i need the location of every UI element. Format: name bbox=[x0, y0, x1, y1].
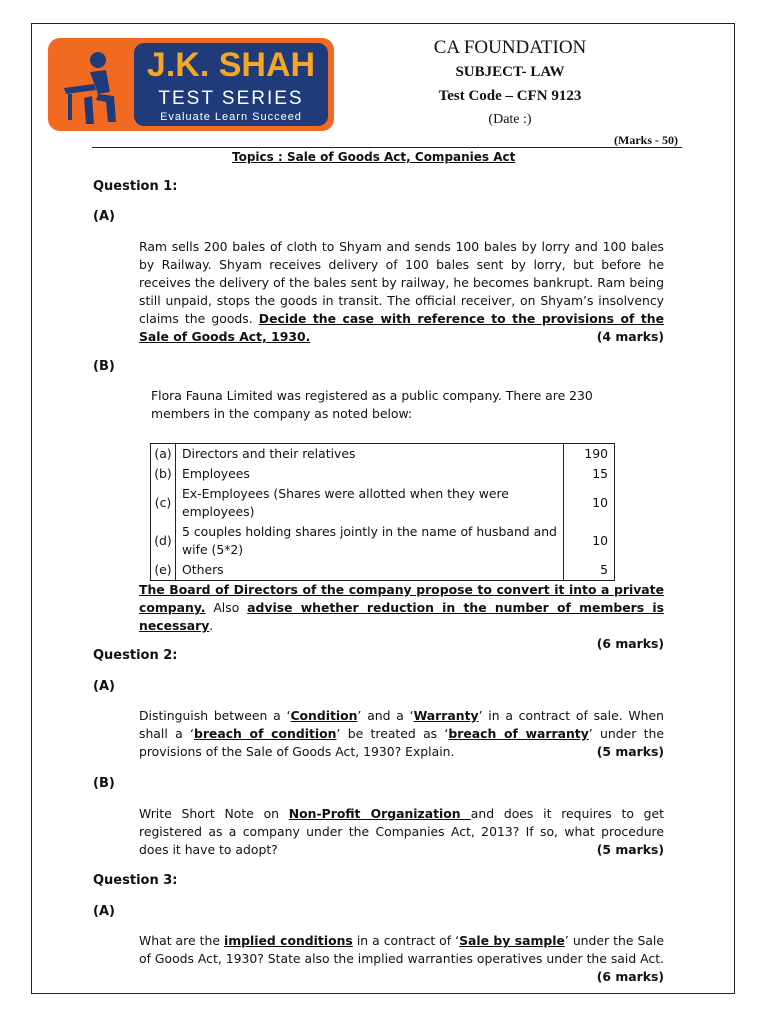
q3-a-sale-by-sample: Sale by sample bbox=[459, 933, 565, 948]
table-row bbox=[151, 522, 615, 560]
row-count: 190 bbox=[564, 444, 615, 465]
q2-a-breach-warranty: breach of warranty bbox=[448, 726, 589, 741]
question-2-label: Question 2: bbox=[93, 648, 178, 663]
q2-a-condition: Condition bbox=[290, 708, 358, 723]
row-letter: (b) bbox=[151, 464, 176, 484]
q1-a-instruction: Decide the case with reference to the provisions of the Sale of Goods Act, 1930. bbox=[139, 311, 664, 344]
q1-b-marks: (6 marks) bbox=[596, 636, 664, 651]
row-letter: (d) bbox=[151, 522, 176, 560]
row-count: 15 bbox=[564, 464, 615, 484]
subject-line: SUBJECT- LAW bbox=[455, 64, 565, 80]
table-row bbox=[151, 444, 615, 465]
q2-part-a-text bbox=[139, 707, 664, 761]
q3-a-marks: (6 marks) bbox=[596, 969, 664, 984]
row-description: Others bbox=[176, 560, 564, 581]
q2-b-seg1: Write Short Note on bbox=[139, 806, 289, 821]
q3-part-a-text bbox=[139, 932, 664, 986]
row-description: Directors and their relatives bbox=[176, 444, 564, 465]
q1-part-a-label: (A) bbox=[93, 209, 115, 224]
q1-a-marks: (4 marks) bbox=[596, 329, 664, 344]
table-row bbox=[151, 464, 615, 484]
table-row bbox=[151, 484, 615, 522]
q1-b-intro: Flora Fauna Limited was registered as a public company. There are 230 members in the company as noted below: bbox=[151, 388, 593, 421]
q2-a-seg9: ’ under the provisions of the Sale of Goods Act, 1930? Explain. bbox=[139, 726, 664, 759]
row-letter: (c) bbox=[151, 484, 176, 522]
test-code: Test Code – CFN 9123 bbox=[438, 88, 582, 104]
row-description: Employees bbox=[176, 464, 564, 484]
q1-part-a-text bbox=[139, 238, 664, 346]
row-count: 5 bbox=[564, 560, 615, 581]
exam-title: CA FOUNDATION bbox=[433, 37, 587, 58]
q2-a-marks: (5 marks) bbox=[596, 744, 664, 759]
row-letter: (a) bbox=[151, 444, 176, 465]
q2-a-seg7: ’ be treated as ‘ bbox=[336, 726, 449, 741]
topics-line: Topics : Sale of Goods Act, Companies Act bbox=[232, 150, 516, 164]
row-description: Ex-Employees (Shares were allotted when they were employees) bbox=[176, 484, 564, 522]
logo-title: J.K. SHAH bbox=[146, 46, 316, 84]
row-description: 5 couples holding shares jointly in the name of husband and wife (5*2) bbox=[176, 522, 564, 560]
q2-part-a-label: (A) bbox=[93, 679, 115, 694]
q2-b-marks: (5 marks) bbox=[596, 842, 664, 857]
q3-a-seg5: ’ under the Sale of Goods Act, 1930? State also the implied warranties operatives under the said Act. bbox=[139, 933, 664, 966]
q3-part-a-label: (A) bbox=[93, 904, 115, 919]
row-letter: (e) bbox=[151, 560, 176, 581]
jk-shah-logo bbox=[48, 38, 334, 131]
row-count: 10 bbox=[564, 484, 615, 522]
question-3-label: Question 3: bbox=[93, 873, 178, 888]
q2-a-breach-condition: breach of condition bbox=[193, 726, 337, 741]
q2-part-b-text bbox=[139, 805, 664, 859]
date-line: (Date :) bbox=[488, 112, 532, 127]
q3-a-seg1: What are the bbox=[139, 933, 224, 948]
q1-a-body: Ram sells 200 bales of cloth to Shyam and sends 100 bales by lorry and 100 bales by Railway. Shyam receives delivery of 100 bales sent by lorry, but before he receives the delivery of the bales sent by railway, he becomes bankrupt. Ram being still unpaid, stops the goods in transit. The official receiver, on Shyam’s insolvency claims the goods. bbox=[139, 239, 664, 326]
q1-part-b-label: (B) bbox=[93, 359, 115, 374]
logo-subtitle: TEST SERIES bbox=[158, 88, 304, 109]
table-row bbox=[151, 560, 615, 581]
q2-b-seg3: and does it requires to get registered as a company under the Companies Act, 2013? If so, what procedure does it have to adopt? bbox=[139, 806, 665, 857]
q2-a-seg1: Distinguish between a ‘ bbox=[139, 708, 291, 723]
row-count: 10 bbox=[564, 522, 615, 560]
members-table bbox=[150, 443, 615, 581]
q1-b-advise: advise whether reduction in the number of members is necessary bbox=[139, 600, 664, 633]
q2-b-npo: Non-Profit Organization bbox=[288, 806, 471, 821]
q2-part-b-label: (B) bbox=[93, 776, 115, 791]
student-at-desk-icon bbox=[54, 44, 134, 126]
question-1-label: Question 1: bbox=[93, 179, 178, 194]
q1-b-period: . bbox=[209, 618, 214, 633]
q2-a-warranty: Warranty bbox=[413, 708, 479, 723]
q2-a-seg5: ’ in a contract of sale. When shall a ‘ bbox=[139, 708, 664, 741]
q1-b-also: Also bbox=[205, 600, 248, 615]
q1-b-proposal: The Board of Directors of the company propose to convert it into a private company. bbox=[139, 582, 664, 615]
q3-a-implied-conditions: implied conditions bbox=[223, 933, 353, 948]
q3-a-seg3: in a contract of ‘ bbox=[352, 933, 460, 948]
logo-panel bbox=[134, 43, 328, 126]
q1-part-b-question bbox=[139, 581, 664, 653]
total-marks: (Marks - 50) bbox=[614, 133, 678, 147]
logo-tagline: Evaluate Learn Succeed bbox=[160, 111, 302, 123]
q2-a-seg3: ’ and a ‘ bbox=[357, 708, 414, 723]
header-divider bbox=[92, 147, 682, 148]
